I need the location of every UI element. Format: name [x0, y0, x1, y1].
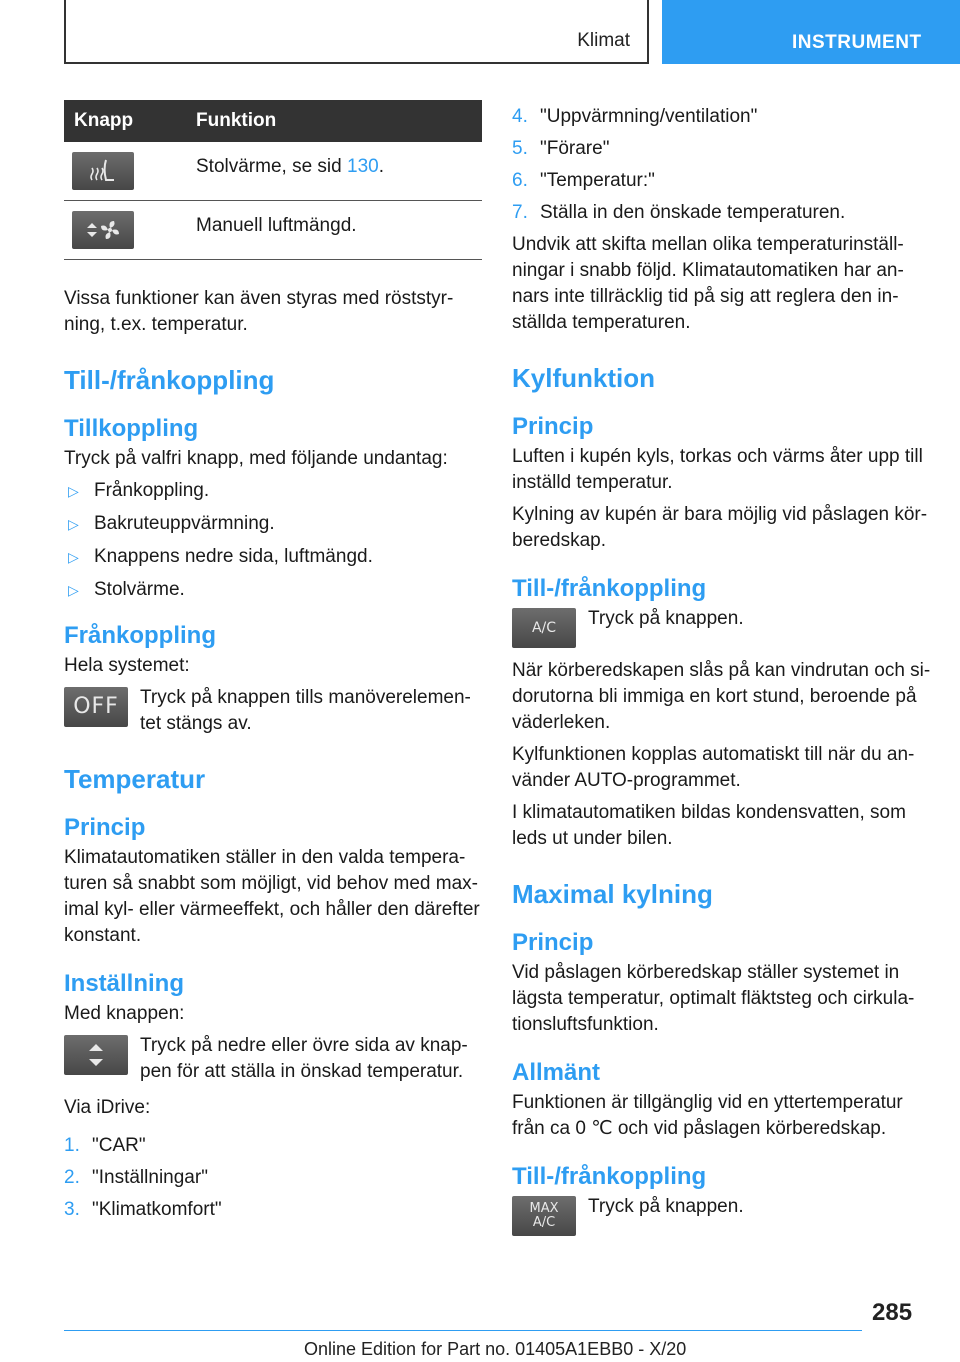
max-cooling-text: Vid påslagen körberedskap ställer systemet in lägsta temperatur, optimalt fläktsteg och cirkula-tionsluftsfunktion.	[512, 962, 915, 1035]
max-ac-button-icon: MAX A/C	[512, 1196, 576, 1236]
heading-onoff: Till-/frånkoppling	[64, 365, 275, 395]
page-link[interactable]: 130	[347, 156, 379, 177]
footer-edition: Online Edition for Part no. 01405A1EBB0 - X/20	[304, 1339, 687, 1359]
temp-instruction	[64, 1033, 482, 1085]
via-idrive-text: Via iDrive:	[64, 1097, 151, 1118]
setting-text: Med knappen:	[64, 1003, 185, 1024]
footer-divider	[64, 1330, 862, 1331]
up-down-arrows-icon	[64, 1035, 128, 1075]
list-item: 7. Ställa in den önskade temperaturen.	[512, 202, 846, 223]
off-instruction	[64, 685, 482, 737]
ac-instruction-text: Tryck på knappen.	[588, 608, 744, 629]
table-row	[64, 201, 482, 260]
list-item: ▷ Frånkoppling.	[64, 478, 482, 504]
exception-list	[64, 478, 482, 603]
left-column	[64, 100, 482, 1229]
heading-onoff-cooling: Till-/frånkoppling	[512, 575, 707, 602]
list-item: 4. "Uppvärmning/ventilation"	[512, 106, 758, 127]
page-number: 285	[872, 1299, 913, 1326]
heading-temperature: Temperatur	[64, 764, 206, 794]
off-instruction-text: Tryck på knappen tills manöverelemen-tet stängs av.	[140, 687, 471, 734]
list-item: ▷ Knappens nedre sida, luftmängd.	[64, 544, 482, 570]
general-text: Funktionen är tillgänglig vid en yttertemperatur från ca 0 ℃ och vid påslagen körberedskap.	[512, 1092, 903, 1139]
chapter-tab-label: INSTRUMENT	[792, 32, 922, 53]
temp-instruction-text: Tryck på nedre eller övre sida av knap-pen för att ställa in önskad temperatur.	[140, 1035, 468, 1082]
cooling-text-4: Kylfunktionen kopplas automatiskt till när du an-vänder AUTO-programmet.	[512, 744, 915, 791]
switch-on-text: Tryck på valfri knapp, med följande undantag:	[64, 448, 448, 469]
header-frame	[64, 0, 649, 64]
heading-general: Allmänt	[512, 1059, 601, 1086]
heading-principle: Princip	[512, 413, 594, 440]
chapter-tab[interactable]	[662, 0, 960, 64]
cooling-text-2: Kylning av kupén är bara möjlig vid påslagen kör-beredskap.	[512, 504, 928, 551]
cooling-text-1: Luften i kupén kyls, torkas och värms åter upp till inställd temperatur.	[512, 446, 923, 493]
list-item: 3. "Klimatkomfort"	[64, 1199, 222, 1220]
ac-instruction	[512, 606, 932, 648]
heading-setting: Inställning	[64, 970, 184, 997]
heading-onoff-max: Till-/frånkoppling	[512, 1163, 707, 1190]
seat-heating-icon	[72, 152, 134, 190]
triangle-bullet-icon: ▷	[68, 516, 79, 532]
off-button-icon: OFF	[64, 687, 128, 727]
fan-icon	[72, 211, 134, 249]
heading-principle: Princip	[512, 929, 594, 956]
max-ac-instruction-text: Tryck på knappen.	[588, 1196, 744, 1217]
heading-cooling: Kylfunktion	[512, 363, 655, 393]
principle-text: Klimatautomatiken ställer in den valda tempera-turen så snabbt som möjligt, vid behov med max-imal kyl- eller värmeeffekt, och håller den därefter konstant.	[64, 847, 480, 946]
switch-off-text: Hela systemet:	[64, 655, 190, 676]
table-row: Stolvärme, se sid 130.	[64, 142, 482, 201]
section-title: Klimat	[577, 30, 630, 51]
list-item: 6. "Temperatur:"	[512, 170, 655, 191]
list-item: 2. "Inställningar"	[64, 1167, 208, 1188]
seat-heating-text: Stolvärme, se sid	[196, 156, 347, 177]
triangle-bullet-icon: ▷	[68, 549, 79, 565]
heading-switch-off: Frånkoppling	[64, 622, 216, 649]
right-column	[512, 104, 932, 1246]
heading-switch-on: Tillkoppling	[64, 415, 199, 442]
table-header-knapp: Knapp	[64, 100, 186, 142]
triangle-bullet-icon: ▷	[68, 582, 79, 598]
list-item: 1. "CAR"	[64, 1135, 146, 1156]
max-ac-instruction	[512, 1194, 932, 1236]
list-item: 5. "Förare"	[512, 138, 610, 159]
heading-principle: Princip	[64, 814, 146, 841]
ac-button-icon: A/C	[512, 608, 576, 648]
avoid-note: Undvik att skifta mellan olika temperaturinställ-ningar i snabb följd. Klimatautomatiken har an-nars inte tillräcklig tid på sig att reglera den in-ställda temperaturen.	[512, 234, 904, 333]
manual-airflow-text: Manuell luftmängd.	[186, 201, 482, 260]
button-function-table	[64, 100, 482, 260]
idrive-steps-continued	[512, 104, 932, 226]
voice-control-note: Vissa funktioner kan även styras med röststyr-ning, t.ex. temperatur.	[64, 288, 454, 335]
heading-max-cooling: Maximal kylning	[512, 879, 713, 909]
cooling-text-3: När körberedskapen slås på kan vindrutan och si-dorutorna bli immiga en kort stund, beroende på väderleken.	[512, 660, 931, 733]
list-item: ▷ Stolvärme.	[64, 577, 482, 603]
idrive-steps	[64, 1133, 482, 1223]
table-header-funktion: Funktion	[186, 100, 482, 142]
cooling-text-5: I klimatautomatiken bildas kondensvatten, som leds ut under bilen.	[512, 802, 906, 849]
triangle-bullet-icon: ▷	[68, 483, 79, 499]
list-item: ▷ Bakruteuppvärmning.	[64, 511, 482, 537]
